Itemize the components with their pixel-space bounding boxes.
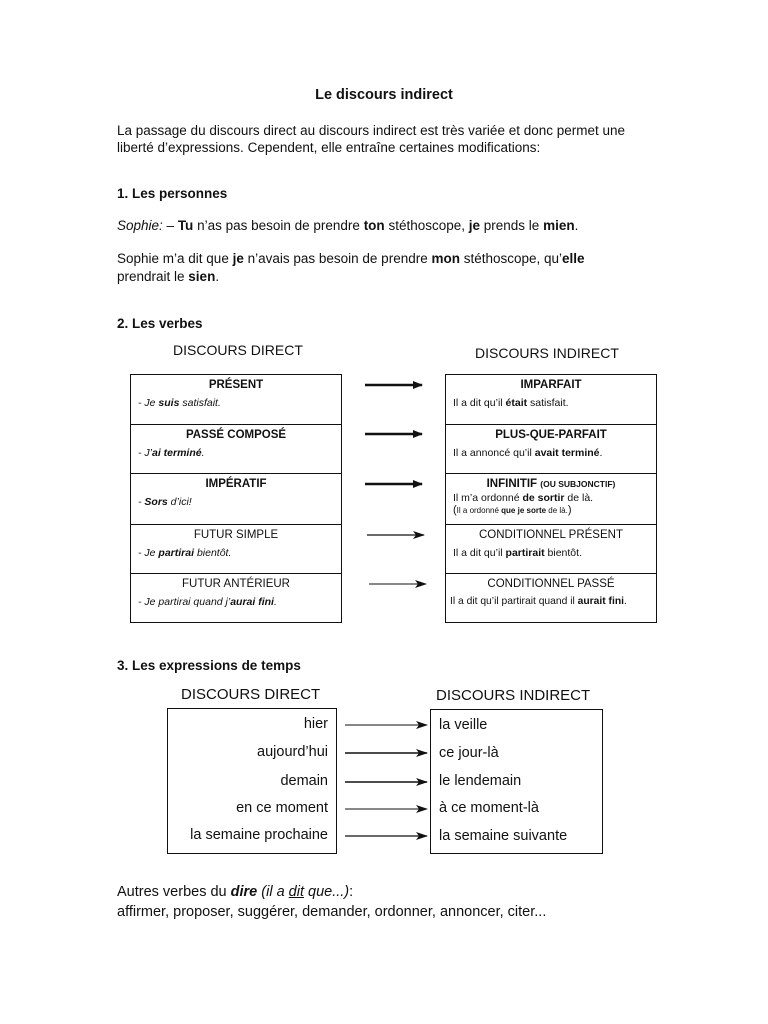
verb-tense-title: CONDITIONNEL PRÉSENT <box>479 529 623 541</box>
other-verbs-title: Autres verbes du dire (il a dit que...): <box>117 884 354 900</box>
time-expression-indirect: la veille <box>439 717 488 733</box>
time-expression-direct: en ce moment <box>236 800 328 816</box>
verb-example: Il a dit qu’il était satisfait. <box>453 397 569 409</box>
verb-example: Il m’a ordonné de sortir de là. <box>453 492 594 504</box>
verb-tense-title: IMPÉRATIF <box>205 478 267 490</box>
verb-example: Il a annoncé qu’il avait terminé. <box>453 447 603 459</box>
verb-tense-title: PASSÉ COMPOSÉ <box>185 429 287 441</box>
time-expression-direct: hier <box>303 716 328 732</box>
time-col-direct: DISCOURS DIRECT <box>181 686 321 703</box>
time-expression-indirect: ce jour-là <box>439 745 499 761</box>
other-verbs-list: affirmer, proposer, suggérer, demander, ordonner, annoncer, citer... <box>117 904 547 920</box>
section3-heading: 3. Les expressions de temps <box>117 658 301 673</box>
time-col-indirect: DISCOURS INDIRECT <box>436 687 591 704</box>
verb-example: - Je suis satisfait. <box>138 397 221 409</box>
section2-heading: 2. Les verbes <box>117 316 203 331</box>
time-box-indirect <box>430 709 603 854</box>
time-expression-direct: la semaine prochaine <box>190 827 328 843</box>
time-box-direct <box>167 708 337 854</box>
section1-example-indirect: Sophie m’a dit que je n’avais pas besoin de prendre mon stéthoscope, qu’elle prendrait le sien. <box>117 251 585 284</box>
verb-example: - J’ai terminé. <box>138 447 205 459</box>
section1-example-direct: Sophie: – Tu n’as pas besoin de prendre ton stéthoscope, je prends le mien. <box>117 218 579 233</box>
verb-example: Il a dit qu’il partirait bientôt. <box>453 547 582 559</box>
verb-example: - Je partirai quand j’aurai fini. <box>138 596 277 608</box>
page-title: Le discours indirect <box>315 87 453 103</box>
verb-tense-title: PLUS-QUE-PARFAIT <box>495 429 607 441</box>
verb-tense-title: FUTUR ANTÉRIEUR <box>182 578 290 590</box>
time-expression-indirect: le lendemain <box>439 773 522 789</box>
intro-paragraph: La passage du discours direct au discours indirect est très variée et donc permet une liberté d’expressions. Cependent, elle entraîne certaines modifications: <box>117 123 626 155</box>
verb-example: Il a dit qu’il partirait quand il aurait fini. <box>450 596 627 607</box>
verb-tense-title: PRÉSENT <box>208 379 264 391</box>
verb-example: - Sors d’ici! <box>138 496 192 508</box>
verb-example: - Je partirai bientôt. <box>138 547 232 559</box>
time-expression-indirect: la semaine suivante <box>439 828 568 844</box>
verbs-col-indirect: DISCOURS INDIRECT <box>475 345 619 361</box>
time-expression-direct: demain <box>280 773 328 789</box>
verb-tense-title: IMPARFAIT <box>520 379 582 391</box>
verb-tense-title: FUTUR SIMPLE <box>193 529 279 541</box>
section1-heading: 1. Les personnes <box>117 186 228 201</box>
verbs-col-direct: DISCOURS DIRECT <box>173 342 303 358</box>
verb-tense-title: CONDITIONNEL PASSÉ <box>487 578 615 590</box>
time-expression-indirect: à ce moment-là <box>439 800 539 816</box>
verb-tense-title: INFINITIF (OU SUBJONCTIF) <box>486 478 616 490</box>
verb-example-note: (Il a ordonné que je sorte de là.) <box>453 504 572 516</box>
time-expression-direct: aujourd’hui <box>257 744 328 760</box>
